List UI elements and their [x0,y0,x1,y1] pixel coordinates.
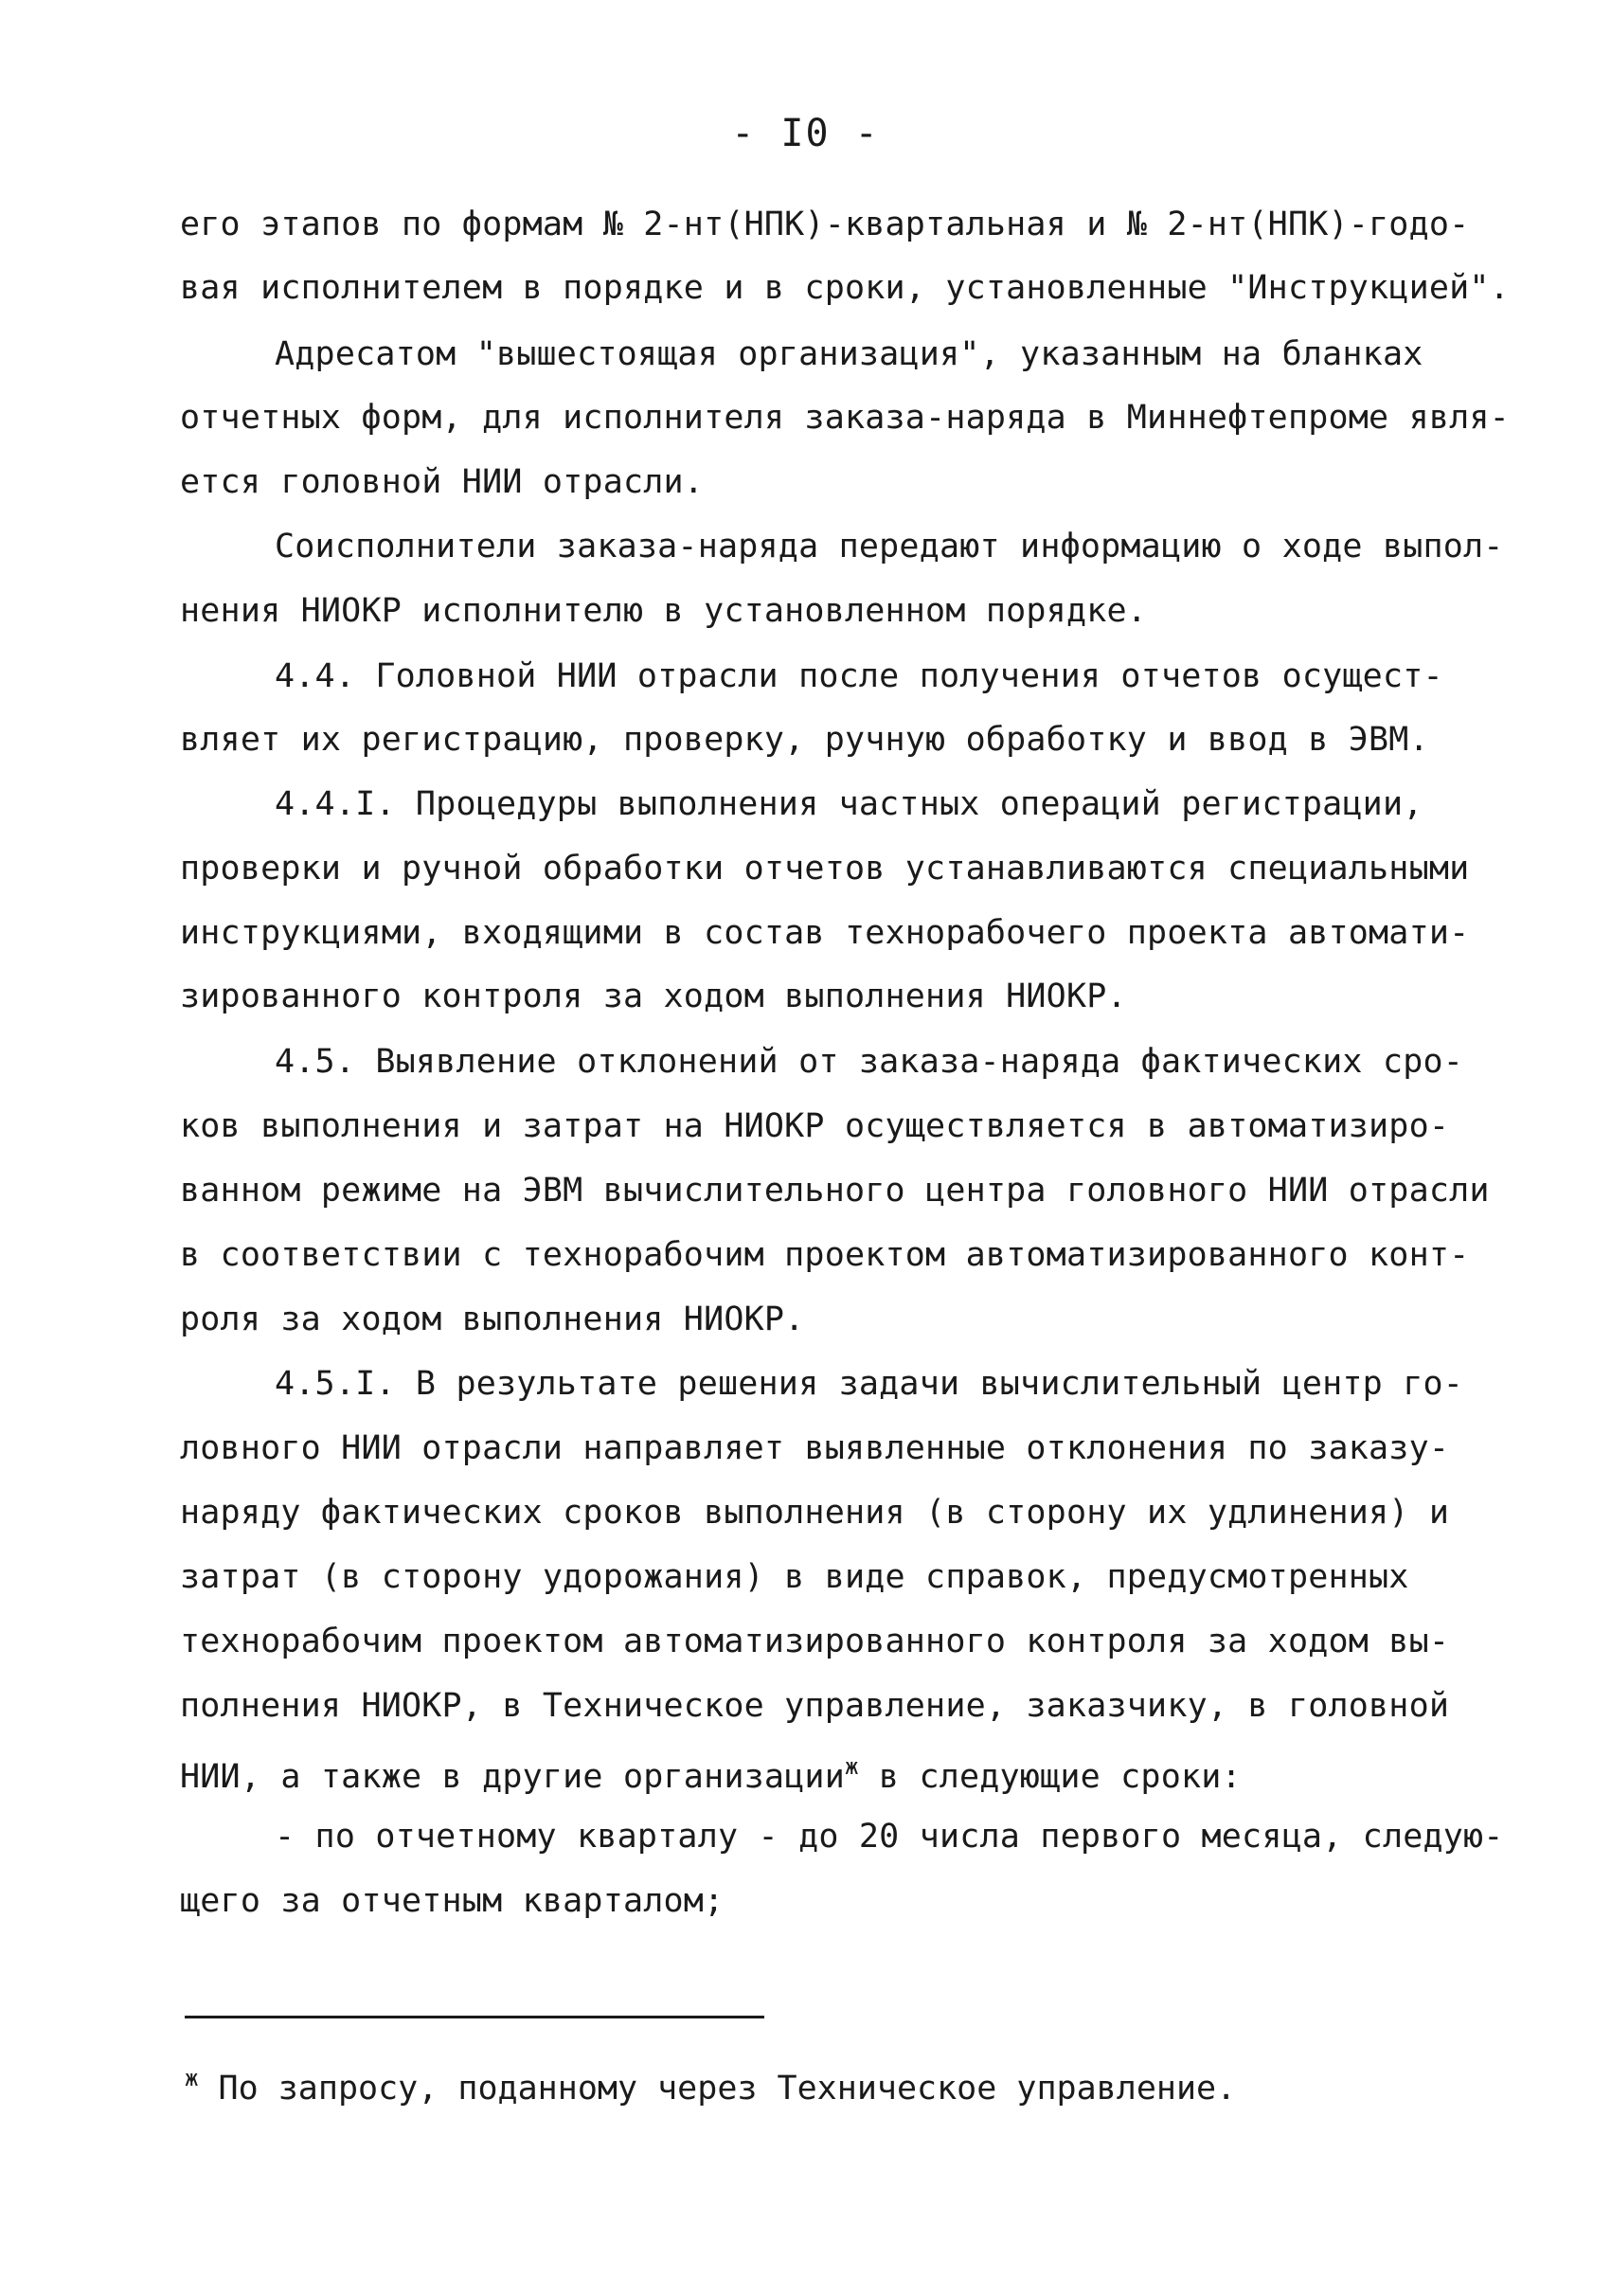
text-line: проверки и ручной обработки отчетов устанавливаются специальными [180,850,1470,888]
text-line: вляет их регистрацию, проверку, ручную обработку и ввод в ЭВМ. [180,721,1429,759]
text-line: нения НИОКР исполнителю в установленном порядке. [180,592,1148,630]
text-line: вая исполнителем в порядке и в сроки, установленные "Инструкцией". [180,269,1510,307]
footnote [185,2065,1236,2108]
text-line: щего за отчетным кварталом; [180,1882,725,1920]
paragraph-start: 4.4. Головной НИИ отрасли после получения отчетов осущест- [275,657,1443,695]
text-line: ловного НИИ отрасли направляет выявленные отклонения по заказу- [180,1429,1450,1467]
text-line: его этапов по формам № 2-нт(НПК)-квартальная и № 2-нт(НПК)-годо- [180,206,1470,243]
paragraph-start: Адресатом "вышестоящая организация", указанным на бланках [275,335,1423,373]
footnote-mark: ж [185,2065,199,2091]
paragraph-start: 4.4.I. Процедуры выполнения частных операций регистрации, [275,785,1423,823]
text-line: инструкциями, входящими в состав технорабочего проекта автомати- [180,914,1470,952]
paragraph-start: Соисполнители заказа-наряда передают информацию о ходе выпол- [275,528,1504,565]
text-line: ков выполнения и затрат на НИОКР осуществляется в автоматизиро- [180,1107,1450,1145]
footnote-reference-mark: ж [844,1753,859,1780]
text-line: отчетных форм, для исполнителя заказа-наряда в Миннефтепроме явля- [180,399,1510,437]
paragraph-start: 4.5. Выявление отклонений от заказа-наряда фактических сро- [275,1043,1464,1081]
text-line-with-footnote-ref [180,1755,1242,1794]
text-line: наряду фактических сроков выполнения (в сторону их удлинения) и [180,1494,1450,1532]
paragraph-start: 4.5.I. В результате решения задачи вычислительный центр го- [275,1365,1464,1403]
text-line: ванном режиме на ЭВМ вычислительного центра головного НИИ отрасли [180,1172,1490,1210]
text-line: полнения НИОКР, в Техническое управление, заказчику, в головной [180,1687,1450,1725]
page-number: - I0 - [731,112,880,155]
text-line: зированного контроля за ходом выполнения НИОКР. [180,978,1127,1015]
text-line: затрат (в сторону удорожания) в виде справок, предусмотренных [180,1558,1409,1596]
text-line: технорабочим проектом автоматизированного контроля за ходом вы- [180,1623,1450,1660]
list-item: - по отчетному кварталу - до 20 числа первого месяца, следую- [275,1818,1504,1856]
text-line-part: НИИ, а также в другие организации [180,1758,845,1796]
text-line: ется головной НИИ отрасли. [180,463,705,501]
text-line: в соответствии с технорабочим проектом автоматизированного конт- [180,1236,1470,1274]
text-line: роля за ходом выполнения НИОКР. [180,1300,805,1338]
footnote-separator [185,2016,764,2018]
text-line-part: в следующие сроки: [858,1758,1242,1796]
footnote-text: По запросу, поданному через Техническое управление. [198,2070,1237,2108]
